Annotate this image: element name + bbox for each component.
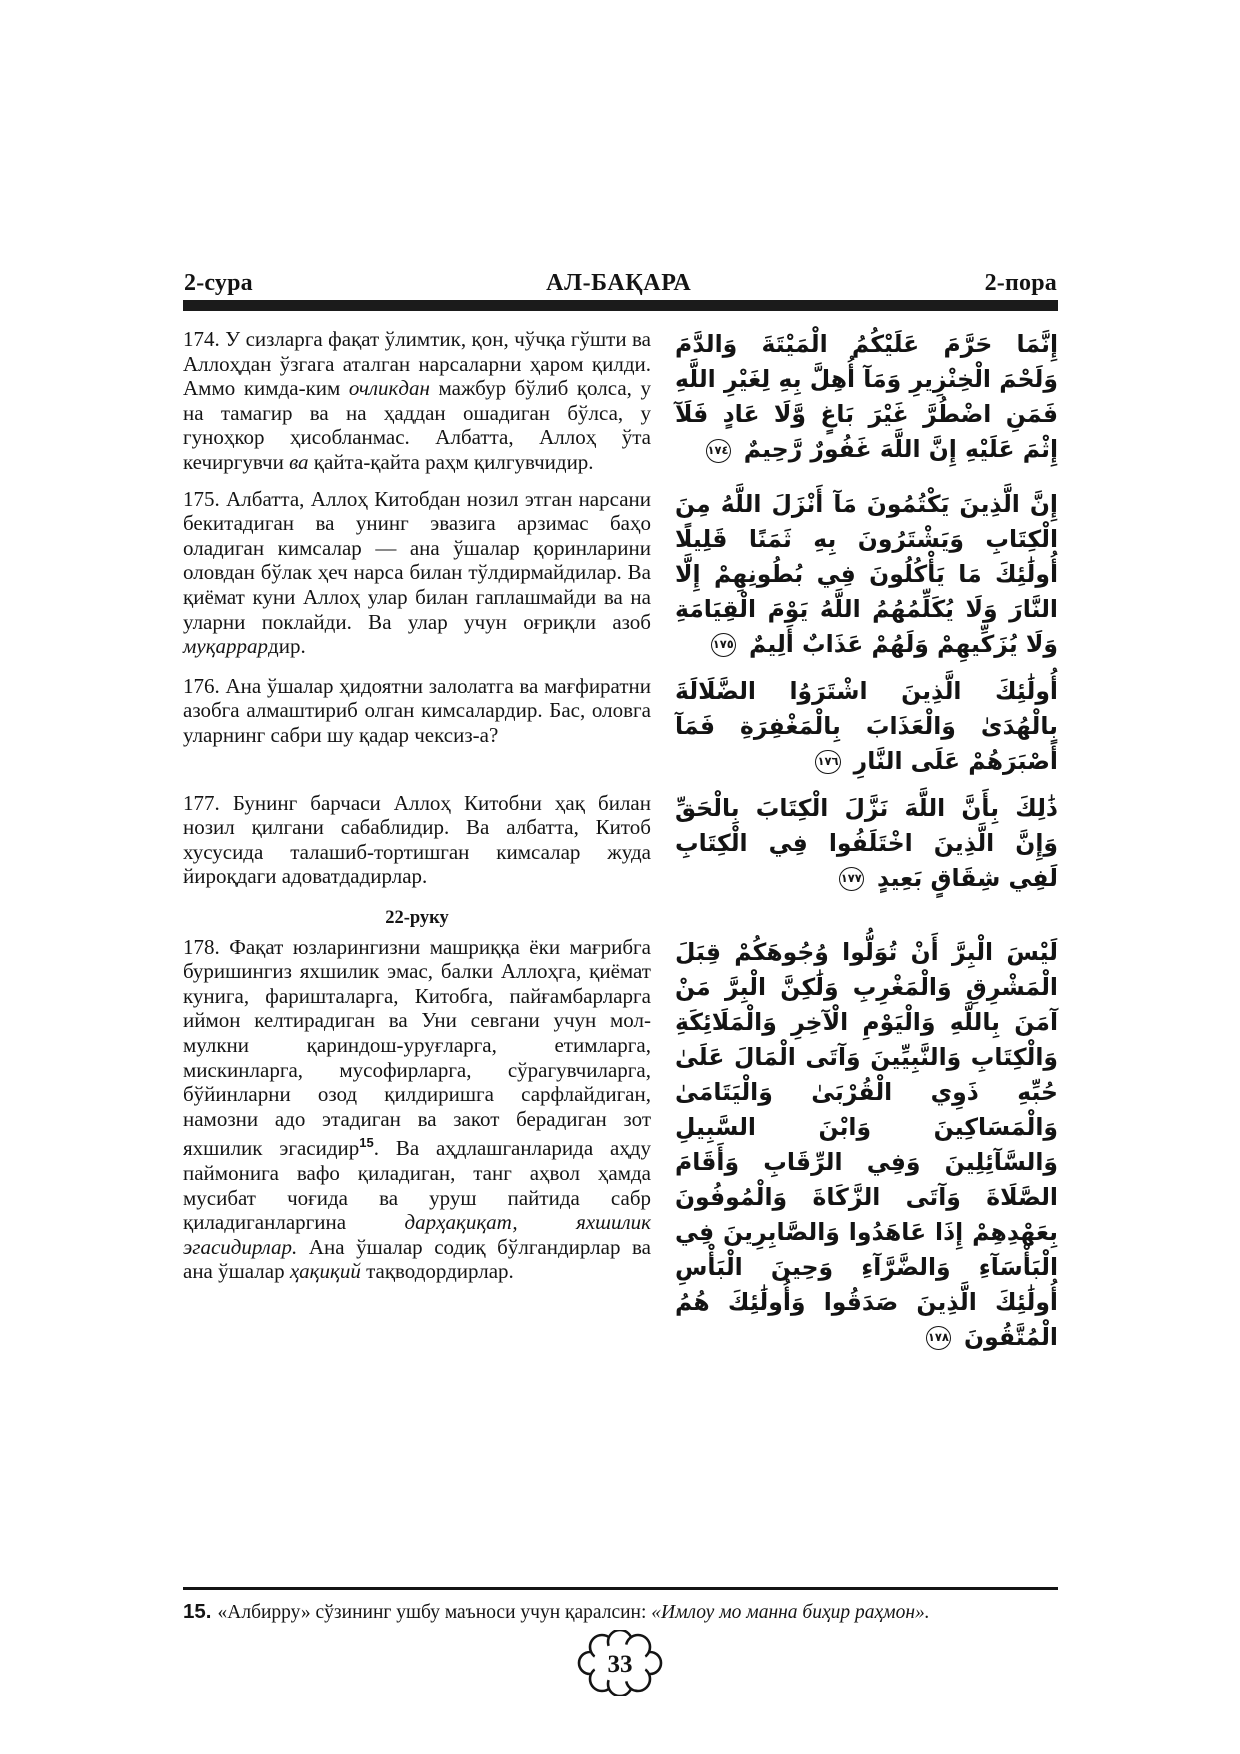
arabic-column [651, 935, 1058, 1355]
uzbek-verse-175: 175. Албатта, Аллоҳ Китобдан нозил этган нарсани бекитадиган ва унинг эвазига арзимас баҳо оладиган кимсалар — ана ўшалар қоринларини оловдан бўлак ҳеч нарса билан тўлдирмайдилар. Ва қиёмат куни Аллоҳ улар билан гаплашмайди ва на уларни поклайди. Ва улар учун оғриқли азоб муқаррардир. [183, 486, 651, 659]
arabic-verse-176: أُولَٰئِكَ الَّذِينَ اشْتَرَوُا الضَّلَالَةَ بِالْهُدَىٰ وَالْعَذَابَ بِالْمَغْفِرَةِ فَمَآ أَصْبَرَهُمْ عَلَى النَّارِ ١٧٦ [675, 676, 1058, 775]
footnote-text: «Албирру» сўзининг ушбу маъноси учун қаралсин: [217, 1602, 652, 1623]
ruku-heading: 22-руку [385, 907, 449, 928]
arabic-verse-178: لَيْسَ الْبِرَّ أَنْ تُوَلُّوا وُجُوهَكُمْ قِبَلَ الْمَشْرِقِ وَالْمَغْرِبِ وَلَٰكِنَّ الْبِرَّ مَنْ آمَنَ بِاللَّهِ وَالْيَوْمِ الْآخِرِ وَالْمَلَائِكَةِ وَالْكِتَابِ وَالنَّبِيِّينَ وَآتَى الْمَالَ عَلَىٰ حُبِّهِ ذَوِي الْقُرْبَىٰ وَالْيَتَامَىٰ وَالْمَسَاكِينَ وَابْنَ السَّبِيلِ وَالسَّآئِلِينَ وَفِي الرِّقَابِ وَأَقَامَ الصَّلَاةَ وَآتَى الزَّكَاةَ وَالْمُوفُونَ بِعَهْدِهِمْ إِذَا عَاهَدُوا وَالصَّابِرِينَ فِي الْبَأْسَآءِ وَالضَّرَّآءِ وَحِينَ الْبَأْسِ أُولَٰئِكَ الَّذِينَ صَدَقُوا وَأُولَٰئِكَ هُمُ الْمُتَّقُونَ ١٧٨ [675, 937, 1058, 1351]
header-rule [183, 300, 1058, 311]
arabic-verse-177: ذَٰلِكَ بِأَنَّ اللَّهَ نَزَّلَ الْكِتَابَ بِالْحَقِّ وَإِنَّ الَّذِينَ اخْتَلَفُوا فِي الْكِتَابِ لَفِي شِقَاقٍ بَعِيدٍ ١٧٧ [675, 793, 1058, 892]
verse-number-mark: ١٧٦ [815, 750, 840, 774]
footnote-marker: 15. [183, 1600, 212, 1623]
arabic-column [651, 487, 1058, 662]
page-header [183, 270, 1058, 297]
footnote-citation: «Имлоу мо манна биҳир раҳмон». [651, 1602, 930, 1623]
uzbek-column [183, 327, 651, 475]
uzbek-column [183, 674, 651, 748]
uzbek-verse-177: 177. Бунинг барчаси Аллоҳ Китобни ҳақ билан нозил қилгани сабаблидир. Ва албатта, Китоб хусусида талашиб-тортишган кимсалар жуда йироқдаги адоватдадирлар. [183, 790, 651, 889]
header-para-label: 2-пора [984, 270, 1057, 296]
uzbek-verse-174: 174. У сизларга фақат ўлимтик, қон, чўчқа гўшти ва Аллоҳдан ўзгага аталган нарсаларни ҳаром қилди. Аммо кимда-ким очликдан мажбур бўлиб қолса, у на тамагир ва на ҳаддан ошадиган бўлса, у гуноҳкор ҳисобланмас. Албатта, Аллоҳ ўта кечиргувчи ва қайта-қайта раҳм қилгувчидир. [183, 327, 651, 474]
verse-row-176 [183, 674, 1058, 779]
verse-number-mark: ١٧٤ [706, 439, 731, 463]
page-number: 33 [607, 1651, 633, 1678]
uzbek-column [183, 487, 651, 659]
verse-number-mark: ١٧٧ [839, 867, 864, 891]
footnote-ref: 15 [359, 1135, 374, 1151]
uzbek-verse-176: 176. Ана ўшалар ҳидоятни залолатга ва мағфиратни азобга алмаштириб олган кимсалардир. Бас, оловга уларнинг сабри шу қадар чексиз-а? [183, 673, 651, 747]
verse-number-mark: ١٧٨ [926, 1326, 951, 1350]
footnote [183, 1600, 1058, 1625]
verse-row-177 [183, 791, 1058, 896]
verse-row-175 [183, 487, 1058, 662]
footnote-rule [183, 1587, 1058, 1590]
verse-number-mark: ١٧٥ [711, 633, 736, 657]
uzbek-verse-178: 178. Фақат юзларингизни машриққа ёки мағрибга буришингиз яхшилик эмас, балки Аллоҳга, қиёмат кунига, фаришталарга, Китобга, пайғамбарларга иймон келтирадиган ва Уни севгани учун мол-мулкни қариндош-уруғларга, етимларга, мискинларга, мусофирларга, сўрагувчиларга, бўйинларни озод қилдиришга сарфлайдиган, намозни адо этадиган ва закот берадиган зот яхшилик эгасидир$^{15}$. Ва аҳдлашганларида аҳду паймонига вафо қиладиган, танг аҳвол ҳамда мусибат чоғида ва уруш пайтида сабр қиладиганларгина дарҳақиқат, яхшилик эгасидирлар. Ана ўшалар содиқ бўлгандирлар ва ана ўшалар ҳақиқий тақводордирлар. [183, 934, 651, 1284]
verse-row-178 [183, 935, 1058, 1355]
verse-row-174 [183, 327, 1058, 475]
arabic-column [651, 791, 1058, 896]
arabic-column [651, 327, 1058, 467]
header-title: АЛ-БАҚАРА [546, 270, 692, 296]
page-content [183, 270, 1058, 1367]
header-sura-label: 2-сура [184, 270, 253, 296]
arabic-verse-174: إِنَّمَا حَرَّمَ عَلَيْكُمُ الْمَيْتَةَ وَالدَّمَ وَلَحْمَ الْخِنْزِيرِ وَمَآ أُهِلَّ بِهِ لِغَيْرِ اللَّهِ فَمَنِ اضْطُرَّ غَيْرَ بَاغٍ وَّلَا عَادٍ فَلَآ إِثْمَ عَلَيْهِ إِنَّ اللَّهَ غَفُورٌ رَّحِيمٌ ١٧٤ [675, 330, 1058, 463]
page-number-ornament [575, 1630, 665, 1696]
uzbek-column [183, 791, 651, 889]
uzbek-column [183, 935, 651, 1284]
verses [183, 327, 1058, 1355]
arabic-verse-175: إِنَّ الَّذِينَ يَكْتُمُونَ مَآ أَنْزَلَ اللَّهُ مِنَ الْكِتَابِ وَيَشْتَرُونَ بِهِ ثَمَنًا قَلِيلًا أُولَٰئِكَ مَا يَأْكُلُونَ فِي بُطُونِهِمْ إِلَّا النَّارَ وَلَا يُكَلِّمُهُمُ اللَّهُ يَوْمَ الْقِيَامَةِ وَلَا يُزَكِّيهِمْ وَلَهُمْ عَذَابٌ أَلِيمٌ ١٧٥ [675, 489, 1058, 658]
arabic-column [651, 674, 1058, 779]
